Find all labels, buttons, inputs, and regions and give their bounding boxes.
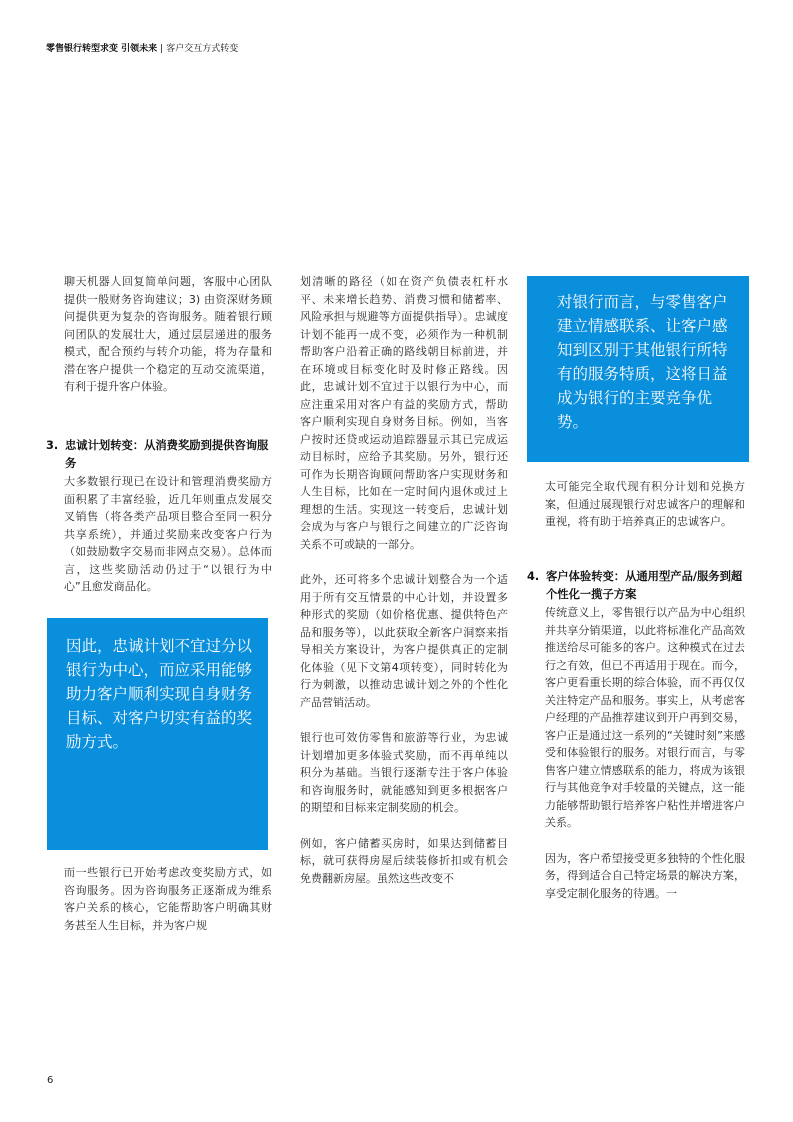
column-3-continuation	[545, 478, 745, 531]
section-4-body	[545, 604, 745, 902]
column-3-last-paragraph: 因为，客户希望接受更多独特的个性化服务，得到适合自己特定场景的解决方案，享受定制化服务的待遇。一	[545, 851, 745, 900]
pull-quote-1-text: 因此，忠诚计划不宜过分以银行为中心，而应采用能够助力客户顺利实现自身财务目标、对客户切实有益的奖励方式。	[66, 637, 253, 751]
section-4-number: 4.	[527, 570, 540, 583]
column-2	[300, 273, 508, 887]
section-3-body-text: 大多数银行现已在设计和管理消费奖励方面积累了丰富经验，近几年则重点发展交叉销售（将各类产品项目整合至同一积分共享系统），并通过奖励来改变客户行为（如鼓励数字交易而非网点交易）。总体而言，这些奖励活动仍过于“以银行为中心”且愈发商品化。	[64, 475, 272, 593]
section-4-body-text: 传统意义上，零售银行以产品为中心组织并共享分销渠道，以此将标准化产品高效推送给尽可能多的客户。这种模式在过去行之有效，但已不再适用于现在。而今，客户更看重长期的综合体验，而不再仅仅关注特定产品和服务。事实上，从考虑客户经理的产品推荐建议到开户再到交易，客户正是通过这一系列的“关键时刻”来感受和体验银行的服务。对银行而言，与零售客户建立情感联系的能力，将成为该银行与其他竞争对手较量的关键点，这一能力能够帮助银行培养客户粘性并增进客户关系。	[545, 606, 745, 829]
section-3-number: 3.	[46, 439, 59, 452]
section-4-title: 客户体验转变：从通用型产品/服务到超个性化一揽子方案	[546, 570, 743, 601]
column-1-intro-text: 聊天机器人回复简单问题，客服中心团队提供一般财务咨询建议；3) 由资深财务顾问提供更为复杂的咨询服务。随着银行顾问团队的发展壮大，通过层层递进的服务模式，配合预约与转介功能，将为存量和潜在客户提供一个稳定的互动交流渠道，有利于提升客户体验。	[64, 275, 272, 393]
column-3-paragraph-1: 太可能完全取代现有积分计划和兑换方案，但通过展现银行对忠诚客户的理解和重视，将有助于培养真正的忠诚客户。	[545, 480, 745, 528]
column-2-paragraph-4: 例如，客户储蓄买房时，如果达到储蓄目标，就可获得房屋后续装修折扣或有机会免费翻新房屋。虽然这些改变不	[300, 836, 508, 885]
column-1-bottom	[64, 864, 272, 934]
column-1-bottom-text: 而一些银行已开始考虑改变奖励方式，如咨询服务。因为咨询服务正逐渐成为维系客户关系的核心，它能帮助客户明确其财务甚至人生目标，并为客户规	[64, 866, 272, 932]
pull-quote-2	[527, 276, 749, 462]
page-number: 6	[47, 1075, 54, 1086]
section-3-body	[64, 473, 272, 596]
section-4-heading	[527, 568, 749, 604]
section-3-title: 忠诚计划转变：从消费奖励到提供咨询服务	[65, 439, 269, 470]
header-section: 客户交互方式转变	[166, 44, 239, 54]
column-2-paragraph-3: 银行也可效仿零售和旅游等行业，为忠诚计划增加更多体验式奖励，而不再单纯以积分为基础。当银行逐渐专注于客户体验和咨询服务时，就能感知到更多根据客户的期望和目标来定制奖励的机会。	[300, 731, 508, 814]
section-3-heading	[46, 437, 272, 473]
pull-quote-1	[47, 618, 268, 850]
header-separator: |	[160, 44, 164, 54]
pull-quote-2-text: 对银行而言，与零售客户建立情感联系、让客户感知到区别于其他银行所特有的服务特质，这将日益成为银行的主要竞争优势。	[557, 293, 728, 431]
header-title: 零售银行转型求变 引领未来	[46, 44, 158, 54]
column-2-paragraph-2: 此外，还可将多个忠诚计划整合为一个适用于所有交互情景的中心计划，并设置多种形式的奖励（如价格优惠、提供特色产品和服务等），以此获取全新客户洞察来指导相关方案设计，为客户提供真正的定制化体验（见下文第4项转变），同时转化为行为刺激，以推动忠诚计划之外的个性化产品营销活动。	[300, 573, 508, 709]
running-header	[46, 43, 238, 55]
column-1-intro	[64, 273, 272, 396]
column-2-paragraph-1: 划清晰的路径（如在资产负债表杠杆水平、未来增长趋势、消费习惯和储蓄率、风险承担与规避等方面提供指导）。忠诚度计划不能再一成不变，必须作为一种机制帮助客户沿着正确的路线朝目标前进，并在环境或目标变化时及时修正路线。因此，忠诚计划不宜过于以银行为中心，而应注重采用对客户有益的奖励方式，帮助客户顺利实现自身财务目标。例如，当客户按时还贷或运动追踪器显示其已完成运动目标时，应给予其奖励。另外，银行还可作为长期咨询顾问帮助客户实现财务和人生目标，比如在一定时间内退休或过上理想的生活。实现这一转变后，忠诚计划会成为与客户与银行之间建立的广泛咨询关系不可或缺的一部分。	[300, 275, 508, 551]
